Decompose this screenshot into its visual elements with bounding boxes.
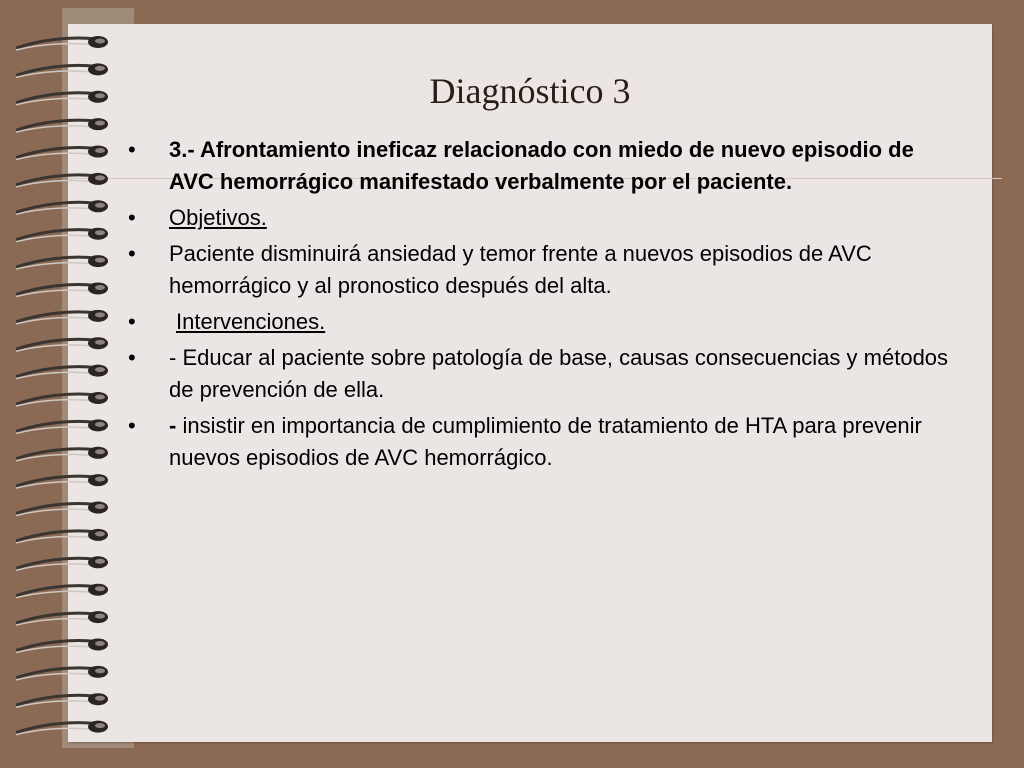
spiral-ring bbox=[16, 556, 108, 570]
intervention-text: insistir en importancia de cumplimiento de tratamiento de HTA para prevenir nuevos episodios de AVC hemorrágico. bbox=[169, 413, 922, 470]
spiral-ring bbox=[16, 529, 108, 543]
spiral-ring bbox=[16, 173, 108, 187]
bullet-list bbox=[128, 134, 958, 478]
spiral-ring bbox=[16, 502, 108, 516]
bullet-marker: • bbox=[128, 309, 136, 334]
list-item bbox=[128, 134, 958, 198]
bullet-marker: • bbox=[128, 413, 136, 438]
objectives-heading: Objetivos. bbox=[169, 205, 267, 230]
spiral-binding bbox=[10, 30, 114, 742]
list-item bbox=[128, 202, 958, 234]
spiral-ring bbox=[16, 200, 108, 214]
intervention-dash: - bbox=[169, 413, 177, 438]
bullet-marker: • bbox=[128, 241, 136, 266]
spiral-ring bbox=[16, 146, 108, 160]
list-item bbox=[128, 306, 958, 338]
bullet-marker: • bbox=[128, 345, 136, 370]
interventions-heading: Intervenciones. bbox=[176, 309, 326, 334]
spiral-ring bbox=[16, 693, 108, 707]
bullet-marker: • bbox=[128, 205, 136, 230]
spiral-ring bbox=[16, 721, 108, 735]
spiral-ring bbox=[16, 36, 108, 50]
spiral-ring bbox=[16, 666, 108, 680]
spiral-ring bbox=[16, 419, 108, 433]
spiral-ring bbox=[16, 228, 108, 242]
spiral-ring bbox=[16, 474, 108, 488]
diagnosis-statement: 3.- Afrontamiento ineficaz relacionado con miedo de nuevo episodio de AVC hemorrágico manifestado verbalmente por el paciente. bbox=[169, 137, 914, 194]
spiral-ring bbox=[16, 611, 108, 625]
list-item bbox=[128, 410, 958, 474]
bullet-marker: • bbox=[128, 137, 136, 162]
list-item bbox=[128, 238, 958, 302]
spiral-ring bbox=[16, 282, 108, 296]
spiral-ring bbox=[16, 310, 108, 324]
spiral-ring bbox=[16, 337, 108, 351]
intervention-text: - Educar al paciente sobre patología de base, causas consecuencias y métodos de prevención de ella. bbox=[169, 345, 949, 402]
slide-title: Diagnóstico 3 bbox=[429, 71, 631, 111]
spiral-ring bbox=[16, 447, 108, 461]
spiral-ring bbox=[16, 118, 108, 132]
objective-text: Paciente disminuirá ansiedad y temor frente a nuevos episodios de AVC hemorrágico y al pronostico después del alta. bbox=[169, 241, 872, 298]
spiral-ring bbox=[16, 584, 108, 598]
list-item bbox=[128, 342, 958, 406]
spiral-ring bbox=[16, 255, 108, 269]
spiral-ring bbox=[16, 365, 108, 379]
spiral-ring bbox=[16, 638, 108, 652]
spiral-ring bbox=[16, 392, 108, 406]
